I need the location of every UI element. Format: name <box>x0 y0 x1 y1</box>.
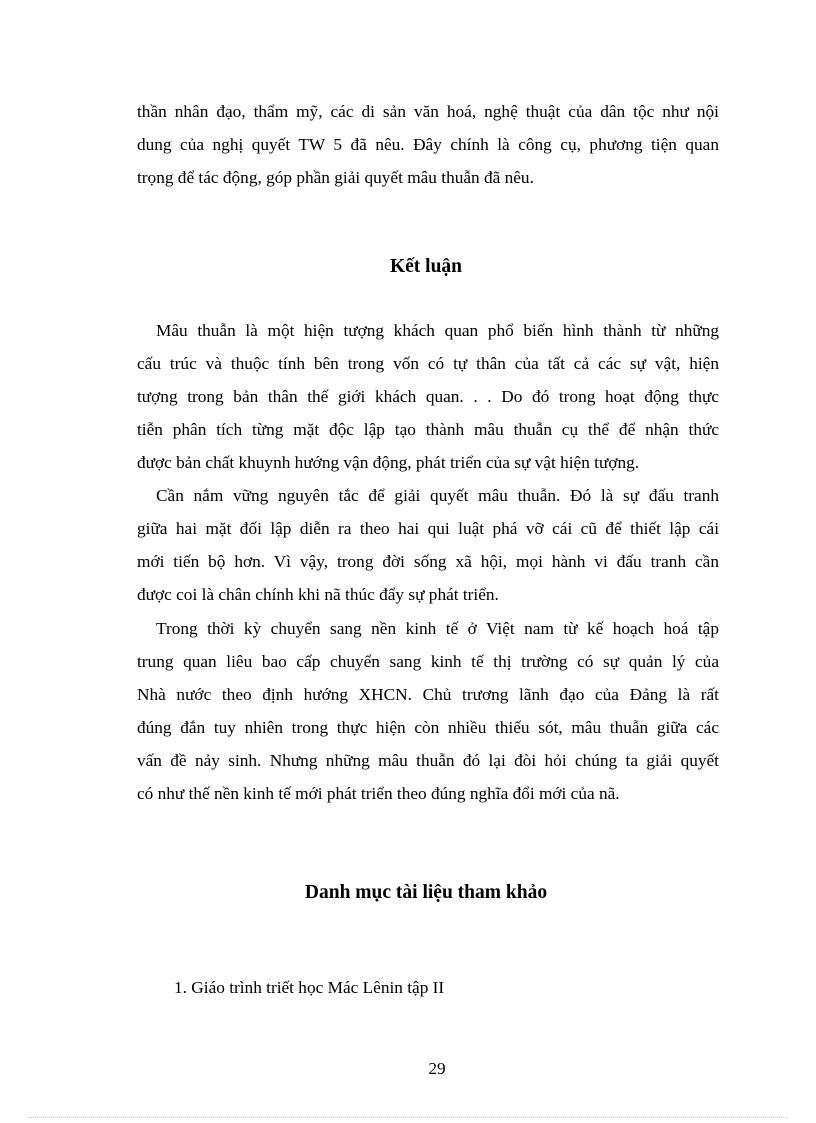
conclusion-p3-line: vấn đề nảy sinh. Nhưng những mâu thuẫn đó lại đòi hỏi chúng ta giải quyết <box>137 751 719 770</box>
conclusion-p1-line: tiễn phân tích từng mặt độc lập tạo thành mâu thuẫn cụ thể để nhận thức <box>137 420 719 439</box>
conclusion-p1-line: cấu trúc và thuộc tính bên trong vốn có tự thân của tất cả các sự vật, hiện <box>137 354 719 373</box>
conclusion-p2-line: mới tiến bộ hơn. Vì vậy, trong đời sống xã hội, mọi hành vi đấu tranh cần <box>137 552 719 571</box>
conclusion-p1-line: tượng trong bản thân thế giới khách quan. . . Do đó trong hoạt động thực <box>137 387 719 406</box>
page-bottom-rule <box>28 1117 788 1118</box>
conclusion-p3-line: có như thế nền kinh tế mới phát triển theo đúng nghĩa đổi mới của nã. <box>137 784 620 803</box>
conclusion-p3-line: đúng đắn tuy nhiên trong thực hiện còn nhiều thiếu sót, mâu thuẫn giữa các <box>137 718 719 737</box>
reference-item: 1. Giáo trình triết học Mác Lênin tập II <box>174 978 445 997</box>
intro-line: dung của nghị quyết TW 5 đã nêu. Đây chính là công cụ, phương tiện quan <box>137 135 719 154</box>
conclusion-p2-line: giữa hai mặt đối lập diễn ra theo hai qui luật phá vỡ cái cũ để thiết lập cái <box>137 519 719 538</box>
conclusion-p1-line: được bản chất khuynh hướng vận động, phát triển của sự vật hiện tượng. <box>137 453 640 472</box>
page-number: 29 <box>428 1059 446 1078</box>
conclusion-p3-line: trung quan liêu bao cấp chuyển sang kinh tế thị trường có sự quản lý của <box>137 652 719 671</box>
conclusion-p2-line: Cần nắm vững nguyên tắc để giải quyết mâu thuẫn. Đó là sự đấu tranh <box>156 486 719 505</box>
conclusion-p3-line: Trong thời kỳ chuyển sang nền kinh tế ở Việt nam từ kế hoạch hoá tập <box>156 619 719 638</box>
references-heading: Danh mục tài liệu tham khảo <box>304 882 548 903</box>
conclusion-p2-line: được coi là chân chính khi nã thúc đẩy sự phát triển. <box>137 585 499 604</box>
intro-line: thần nhân đạo, thẩm mỹ, các di sản văn hoá, nghệ thuật của dân tộc như nội <box>137 102 719 121</box>
conclusion-p3-line: Nhà nước theo định hướng XHCN. Chủ trương lãnh đạo của Đảng là rất <box>137 685 719 704</box>
conclusion-heading: Kết luận <box>389 256 463 277</box>
conclusion-p1-line: Mâu thuẫn là một hiện tượng khách quan phổ biến hình thành từ những <box>156 321 719 340</box>
intro-line: trọng để tác động, góp phần giải quyết mâu thuẫn đã nêu. <box>137 168 534 187</box>
